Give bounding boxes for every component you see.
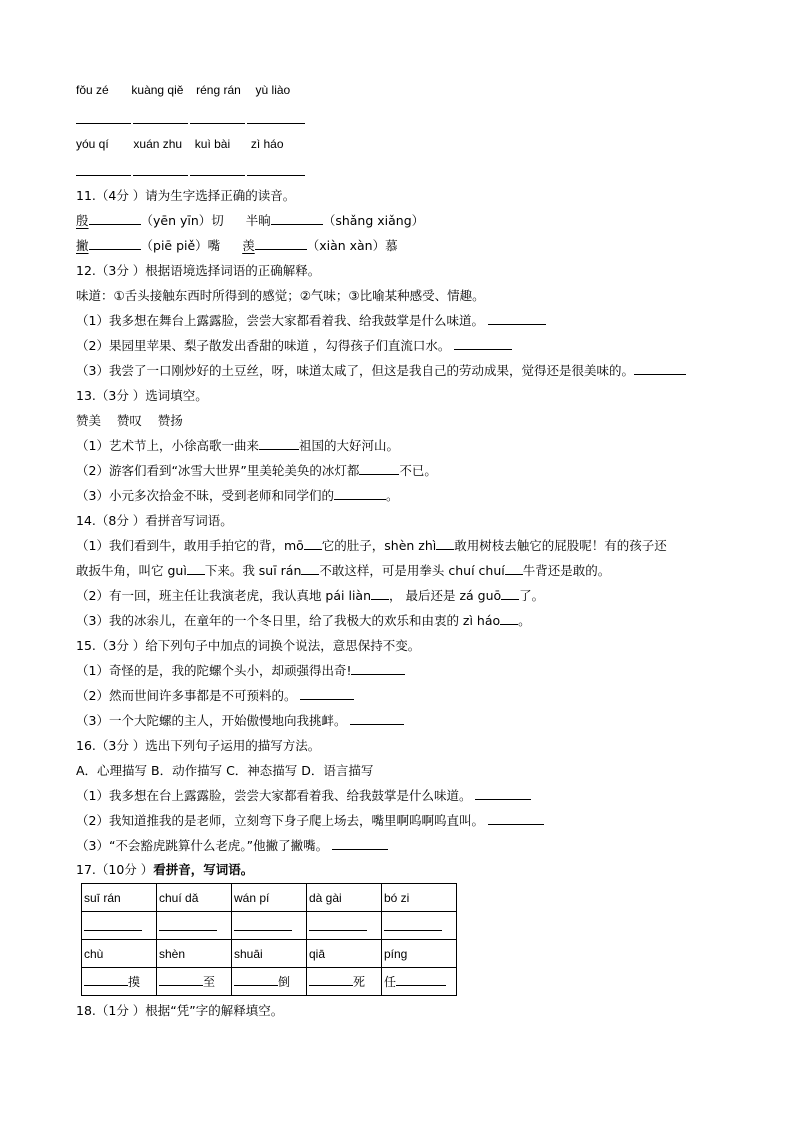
table-cell: píng (382, 940, 457, 968)
answer-blank[interactable] (259, 437, 299, 450)
question-13-sentence-3: （3）小元多次拾金不昧，受到老师和同学们的 。 (76, 488, 399, 503)
question-14-line-1: （1）我们看到牛，敢用手拍它的背，mō 它的肚子，shèn zhì 敢用树枝去触它的屁股呢！有的孩子还 (76, 538, 667, 553)
answer-blank[interactable] (84, 918, 142, 931)
answer-blank[interactable] (76, 174, 131, 176)
pinyin-word: yù liào (255, 83, 291, 97)
table-cell: qiā (307, 940, 382, 968)
table-row (82, 884, 457, 912)
answer-blank[interactable] (247, 122, 305, 124)
question-13-word-bank: 赞美 赞叹 赞扬 (76, 413, 183, 428)
answer-blank[interactable] (76, 122, 131, 124)
pinyin-row-1 (76, 82, 290, 99)
question-12-sentence-1: （1）我多想在舞台上露露脸，尝尝大家都看着我、给我鼓掌是什么味道。 (76, 312, 546, 329)
answer-blank[interactable] (488, 312, 546, 325)
answer-blank[interactable] (234, 973, 278, 986)
question-16-heading: 16.（3分 ）选出下列句子运用的描写方法。 (76, 738, 321, 753)
answer-blank[interactable] (454, 337, 512, 350)
answer-blank[interactable] (350, 712, 404, 725)
table-cell: bó zi (382, 884, 457, 912)
answer-blank[interactable] (301, 562, 319, 575)
table-cell[interactable] (232, 912, 307, 940)
answer-blank[interactable] (351, 662, 405, 675)
table-cell: dà gài (307, 884, 382, 912)
answer-blank[interactable] (159, 918, 217, 931)
pinyin-word: réng rán (196, 83, 241, 97)
answer-blank[interactable] (334, 487, 386, 500)
question-15-sentence-3: （3）一个大陀螺的主人，开始傲慢地向我挑衅。 (76, 712, 404, 729)
answer-blank[interactable] (234, 918, 292, 931)
answer-blank[interactable] (271, 212, 323, 225)
question-18-heading: 18.（1分 ）根据“凭”字的解释填空。 (76, 1003, 284, 1018)
table-cell[interactable]: 倒 (232, 968, 307, 996)
table-row (82, 940, 457, 968)
table-cell[interactable]: 至 (157, 968, 232, 996)
answer-blank[interactable] (396, 973, 446, 986)
answer-blank[interactable] (500, 612, 518, 625)
answer-blank[interactable] (159, 973, 203, 986)
question-12-sentence-3: （3）我尝了一口刚炒好的土豆丝，呀，味道太咸了，但这是我自己的劳动成果，觉得还是很美味的。 (76, 362, 686, 379)
question-14-line-3: （2）有一回，班主任让我演老虎，我认真地 pái liàn ， 最后还是 zá guō 了。 (76, 588, 545, 603)
pinyin-word-table (81, 883, 457, 996)
answer-blank[interactable] (190, 174, 245, 176)
table-cell[interactable]: 摸 (82, 968, 157, 996)
question-16-sentence-1: （1）我多想在台上露露脸，尝尝大家都看着我、给我鼓掌是什么味道。 (76, 787, 531, 804)
table-cell[interactable] (382, 912, 457, 940)
answer-blank[interactable] (300, 687, 354, 700)
question-14-line-4: （3）我的冰尜儿，在童年的一个冬日里，给了我极大的欢乐和由衷的 zì háo 。 (76, 613, 531, 628)
question-16-options: A．心理描写 B．动作描写 C．神态描写 D．语言描写 (76, 763, 374, 778)
question-17-heading: 17.（10分 ）看拼音，写词语。 (76, 862, 254, 877)
table-cell[interactable] (82, 912, 157, 940)
answer-blank[interactable] (187, 562, 205, 575)
pinyin-word: kuì bài (194, 137, 231, 151)
question-16-sentence-2: （2）我知道推我的是老师，立刻弯下身子爬上场去，嘴里啊呜啊呜直叫。 (76, 812, 544, 829)
answer-blank[interactable] (133, 174, 188, 176)
pinyin-word: yóu qí (76, 137, 109, 151)
question-13-sentence-2: （2）游客们看到“冰雪大世界”里美轮美奂的冰灯都 不已。 (76, 463, 437, 478)
pinyin-word: zì háo (250, 137, 284, 151)
question-12-definition: 味道：①舌头接触东西时所得到的感觉；②气味；③比喻某种感受、情趣。 (76, 288, 485, 303)
question-13-heading: 13.（3分 ）选词填空。 (76, 388, 208, 403)
answer-blank[interactable] (133, 122, 188, 124)
answer-blank[interactable] (501, 587, 519, 600)
answer-blank[interactable] (309, 973, 353, 986)
answer-blank[interactable] (436, 537, 454, 550)
answer-blank[interactable] (304, 537, 322, 550)
table-cell: shèn (157, 940, 232, 968)
answer-blank[interactable] (505, 562, 523, 575)
answer-blank[interactable] (634, 362, 686, 375)
question-16-sentence-3: （3）“不会豁虎跳算什么老虎。”他撇了撇嘴。 (76, 837, 388, 854)
answer-blank[interactable] (371, 587, 389, 600)
table-cell: wán pí (232, 884, 307, 912)
answer-blank[interactable] (89, 237, 141, 250)
question-11-heading: 11.（4分 ）请为生字选择正确的读音。 (76, 188, 296, 203)
pinyin-word: kuàng qiě (131, 83, 184, 97)
question-12-sentence-2: （2）果园里苹果、梨子散发出香甜的味道 ，勾得孩子们直流口水。 (76, 337, 512, 354)
table-cell[interactable] (307, 912, 382, 940)
question-14-line-2: 敢扳牛角，叫它 guì 下来。我 suī rán 不敢这样，可是用拳头 chuí chuí 牛背还是敢的。 (76, 563, 611, 578)
question-15-heading: 15.（3分 ）给下列句子中加点的词换个说法，意思保持不变。 (76, 638, 421, 653)
question-13-sentence-1: （1）艺术节上，小徐高歌一曲来 祖国的大好河山。 (76, 438, 399, 453)
question-12-heading: 12.（3分 ）根据语境选择词语的正确解释。 (76, 263, 321, 278)
pinyin-row-2 (76, 136, 284, 153)
table-row (82, 912, 457, 940)
answer-blank[interactable] (255, 237, 307, 250)
table-cell: suī rán (82, 884, 157, 912)
question-11-row-2: 撇 （piē piě）嘴 羡 （xiàn xàn）慕 (76, 238, 398, 253)
answer-blank[interactable] (488, 812, 544, 825)
question-15-sentence-2: （2）然而世间许多事都是不可预料的。 (76, 687, 354, 704)
answer-blank[interactable] (190, 122, 245, 124)
table-row (82, 968, 457, 996)
answer-blank[interactable] (84, 973, 128, 986)
table-cell[interactable]: 死 (307, 968, 382, 996)
answer-blank[interactable] (475, 787, 531, 800)
answer-blank[interactable] (384, 918, 442, 931)
answer-blank[interactable] (359, 462, 399, 475)
table-cell: chuí dǎ (157, 884, 232, 912)
question-15-sentence-1: （1）奇怪的是，我的陀螺个头小，却顽强得出奇! (76, 662, 405, 679)
question-14-heading: 14.（8分 ）看拼音写词语。 (76, 513, 233, 528)
question-11-row-1: 殷 （yēn yīn）切 半晌 （shǎng xiǎng） (76, 213, 425, 228)
answer-blank[interactable] (332, 837, 388, 850)
answer-blank[interactable] (89, 212, 141, 225)
answer-blank[interactable] (309, 918, 367, 931)
pinyin-word: xuán zhu (133, 137, 183, 151)
answer-blank[interactable] (247, 174, 305, 176)
table-cell: shuāi (232, 940, 307, 968)
table-cell: chù (82, 940, 157, 968)
pinyin-word: fǒu zé (76, 83, 109, 97)
table-cell[interactable] (157, 912, 232, 940)
table-cell[interactable]: 任 (382, 968, 457, 996)
